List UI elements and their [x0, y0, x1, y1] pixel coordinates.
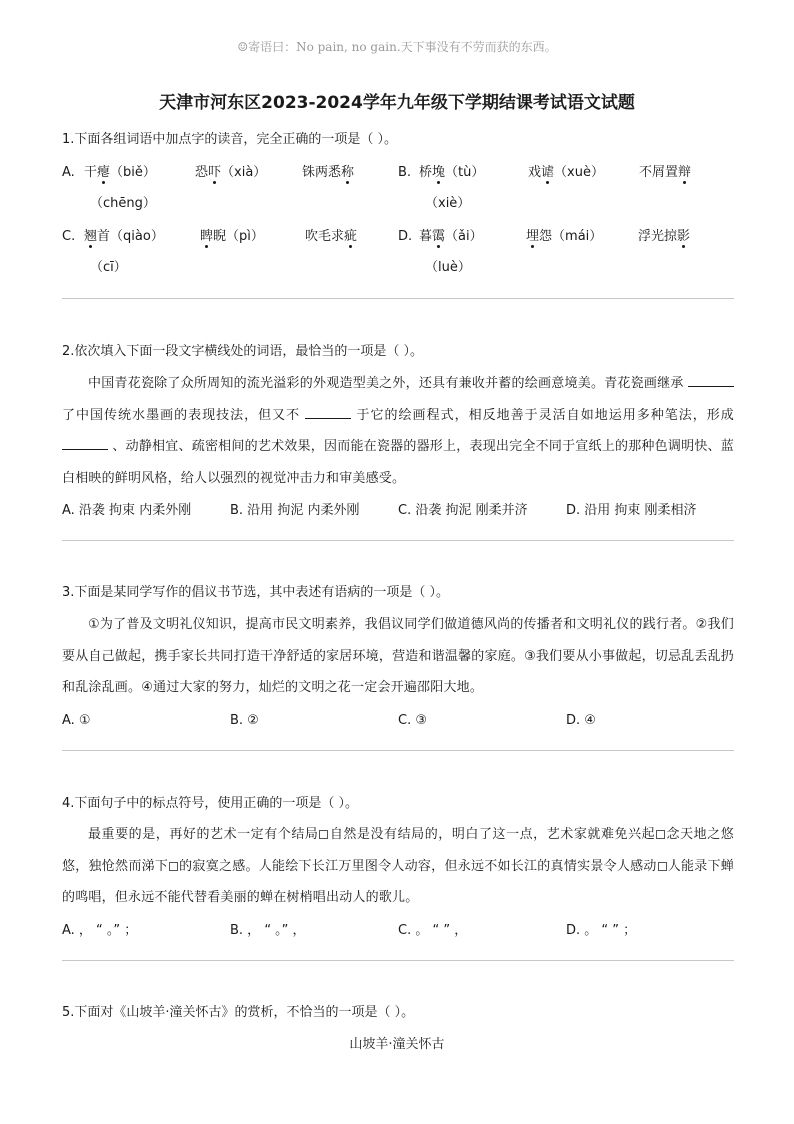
punctuation-box — [658, 862, 667, 871]
question-4-stem: 4.下面句子中的标点符号，使用正确的一项是（ ）。 — [62, 796, 359, 811]
punctuation-box — [169, 862, 178, 871]
page-title: 天津市河东区2023-2024学年九年级下学期结课考试语文试题 — [159, 93, 635, 113]
divider — [62, 540, 734, 541]
q1-option-d-item-1: 暮霭（ǎi） — [419, 229, 483, 244]
q4-option-a: A. ， “ 。” ； — [62, 923, 138, 938]
punctuation-box — [319, 830, 328, 839]
q1-option-a-label: A. — [62, 165, 75, 180]
fill-blank-1[interactable] — [688, 374, 734, 387]
question-5-stem: 5.下面对《山坡羊·潼关怀古》的赏析，不恰当的一项是（ ）。 — [62, 1005, 415, 1020]
q2-option-a: A. 沿袭 拘束 内柔外刚 — [62, 503, 192, 518]
q4-option-d: D. 。 “ ” ； — [566, 923, 637, 938]
q1-option-b-label: B. — [398, 165, 412, 180]
q4-option-c: C. 。 “ ” ， — [398, 923, 468, 938]
punctuation-box — [656, 830, 665, 839]
question-2-stem: 2.依次填入下面一段文字横线处的词语，最恰当的一项是（ ）。 — [62, 344, 424, 359]
q1-option-b-item-2: 戏谑（xuè） — [528, 165, 604, 180]
q1-option-c-item-3: 吹毛求疵 — [305, 229, 358, 244]
question-3-stem: 3.下面是某同学写作的倡议书节选，其中表述有语病的一项是（ ）。 — [62, 585, 450, 600]
fill-blank-3[interactable] — [62, 437, 108, 450]
q1-option-d-item-2: 埋怨（mái） — [526, 229, 603, 244]
q1-option-d-item-3-pinyin: （luè） — [425, 260, 471, 275]
q1-option-b-item-3: 不屑置辩 — [639, 165, 692, 180]
motto-line: ☺寄语曰：No pain, no gain.天下事没有不劳而获的东西。 — [237, 40, 557, 54]
q1-option-d-label: D. — [398, 229, 413, 244]
q1-option-a-item-3-pinyin: （chēng） — [90, 196, 156, 211]
q3-option-c: C. ③ — [398, 713, 427, 728]
q1-option-c-item-2: 睥睨（pì） — [200, 229, 264, 244]
poem-title: 山坡羊·潼关怀古 — [349, 1037, 445, 1052]
q1-option-c-item-3-pinyin: （cī） — [90, 260, 127, 275]
q1-option-d-item-3: 浮光掠影 — [638, 229, 691, 244]
question-4-passage: 最重要的是，再好的艺术一定有个结局 自然是没有结局的，明白了这一点，艺术家就难免兴起 念天地之悠悠，独怆然而涕下 的寂寞之感。人能绘下长江万里图令人动容，但永远不如长江的真情实景令人感动 人能录下蝉的鸣唱，但永远不能代替看美丽的蝉在树梢唱出动人的歌儿。 — [62, 827, 734, 905]
fill-blank-2[interactable] — [305, 406, 351, 419]
q4-option-b: B. ， “ 。” ， — [230, 923, 306, 938]
q3-option-b: B. ② — [230, 713, 259, 728]
q2-option-b: B. 沿用 拘泥 内柔外刚 — [230, 503, 360, 518]
q3-option-d: D. ④ — [566, 713, 596, 728]
q3-option-a: A. ① — [62, 713, 91, 728]
divider — [62, 960, 734, 961]
q1-option-b-item-3-pinyin: （xiè） — [425, 196, 471, 211]
divider — [62, 298, 734, 299]
divider — [62, 750, 734, 751]
q1-option-a-item-3: 铢两悉称 — [302, 165, 355, 180]
q2-option-c: C. 沿袭 拘泥 刚柔并济 — [398, 503, 528, 518]
question-2-passage: 中国青花瓷除了众所周知的流光溢彩的外观造型美之外，还具有兼收并蓄的绘画意境美。青花瓷画继承 了中国传统水墨画的表现技法，但又不 于它的绘画程式，相反地善于灵活自如地运用多种笔法，形成 、动静相宜、疏密相间的艺术效果，因而能在瓷器的器形上，表现出完全不同于宣纸上的那种色调明快、蓝白相映的鲜明风格，给人以强烈的视觉冲击力和审美感受。 — [62, 376, 735, 486]
q1-option-a-item-1: 干瘪（biě） — [84, 165, 156, 180]
question-3-passage: ①为了普及文明礼仪知识，提高市民文明素养，我倡议同学们做道德风尚的传播者和文明礼仪的践行者。②我们要从自己做起，携手家长共同打造干净舒适的家居环境，营造和谐温馨的家庭。③我们要从小事做起，切忌乱丢乱扔和乱涂乱画。④通过大家的努力，灿烂的文明之花一定会开遍邵阳大地。 — [62, 617, 734, 695]
q1-option-c-label: C. — [62, 229, 76, 244]
q2-option-d: D. 沿用 拘束 刚柔相济 — [566, 503, 697, 518]
q1-option-a-item-2: 恐吓（xià） — [195, 165, 267, 180]
question-1-stem: 1.下面各组词语中加点字的读音，完全正确的一项是（ ）。 — [62, 132, 398, 147]
q1-option-b-item-1: 桥堍（tù） — [419, 165, 485, 180]
q1-option-c-item-1: 翘首（qiào） — [84, 229, 164, 244]
